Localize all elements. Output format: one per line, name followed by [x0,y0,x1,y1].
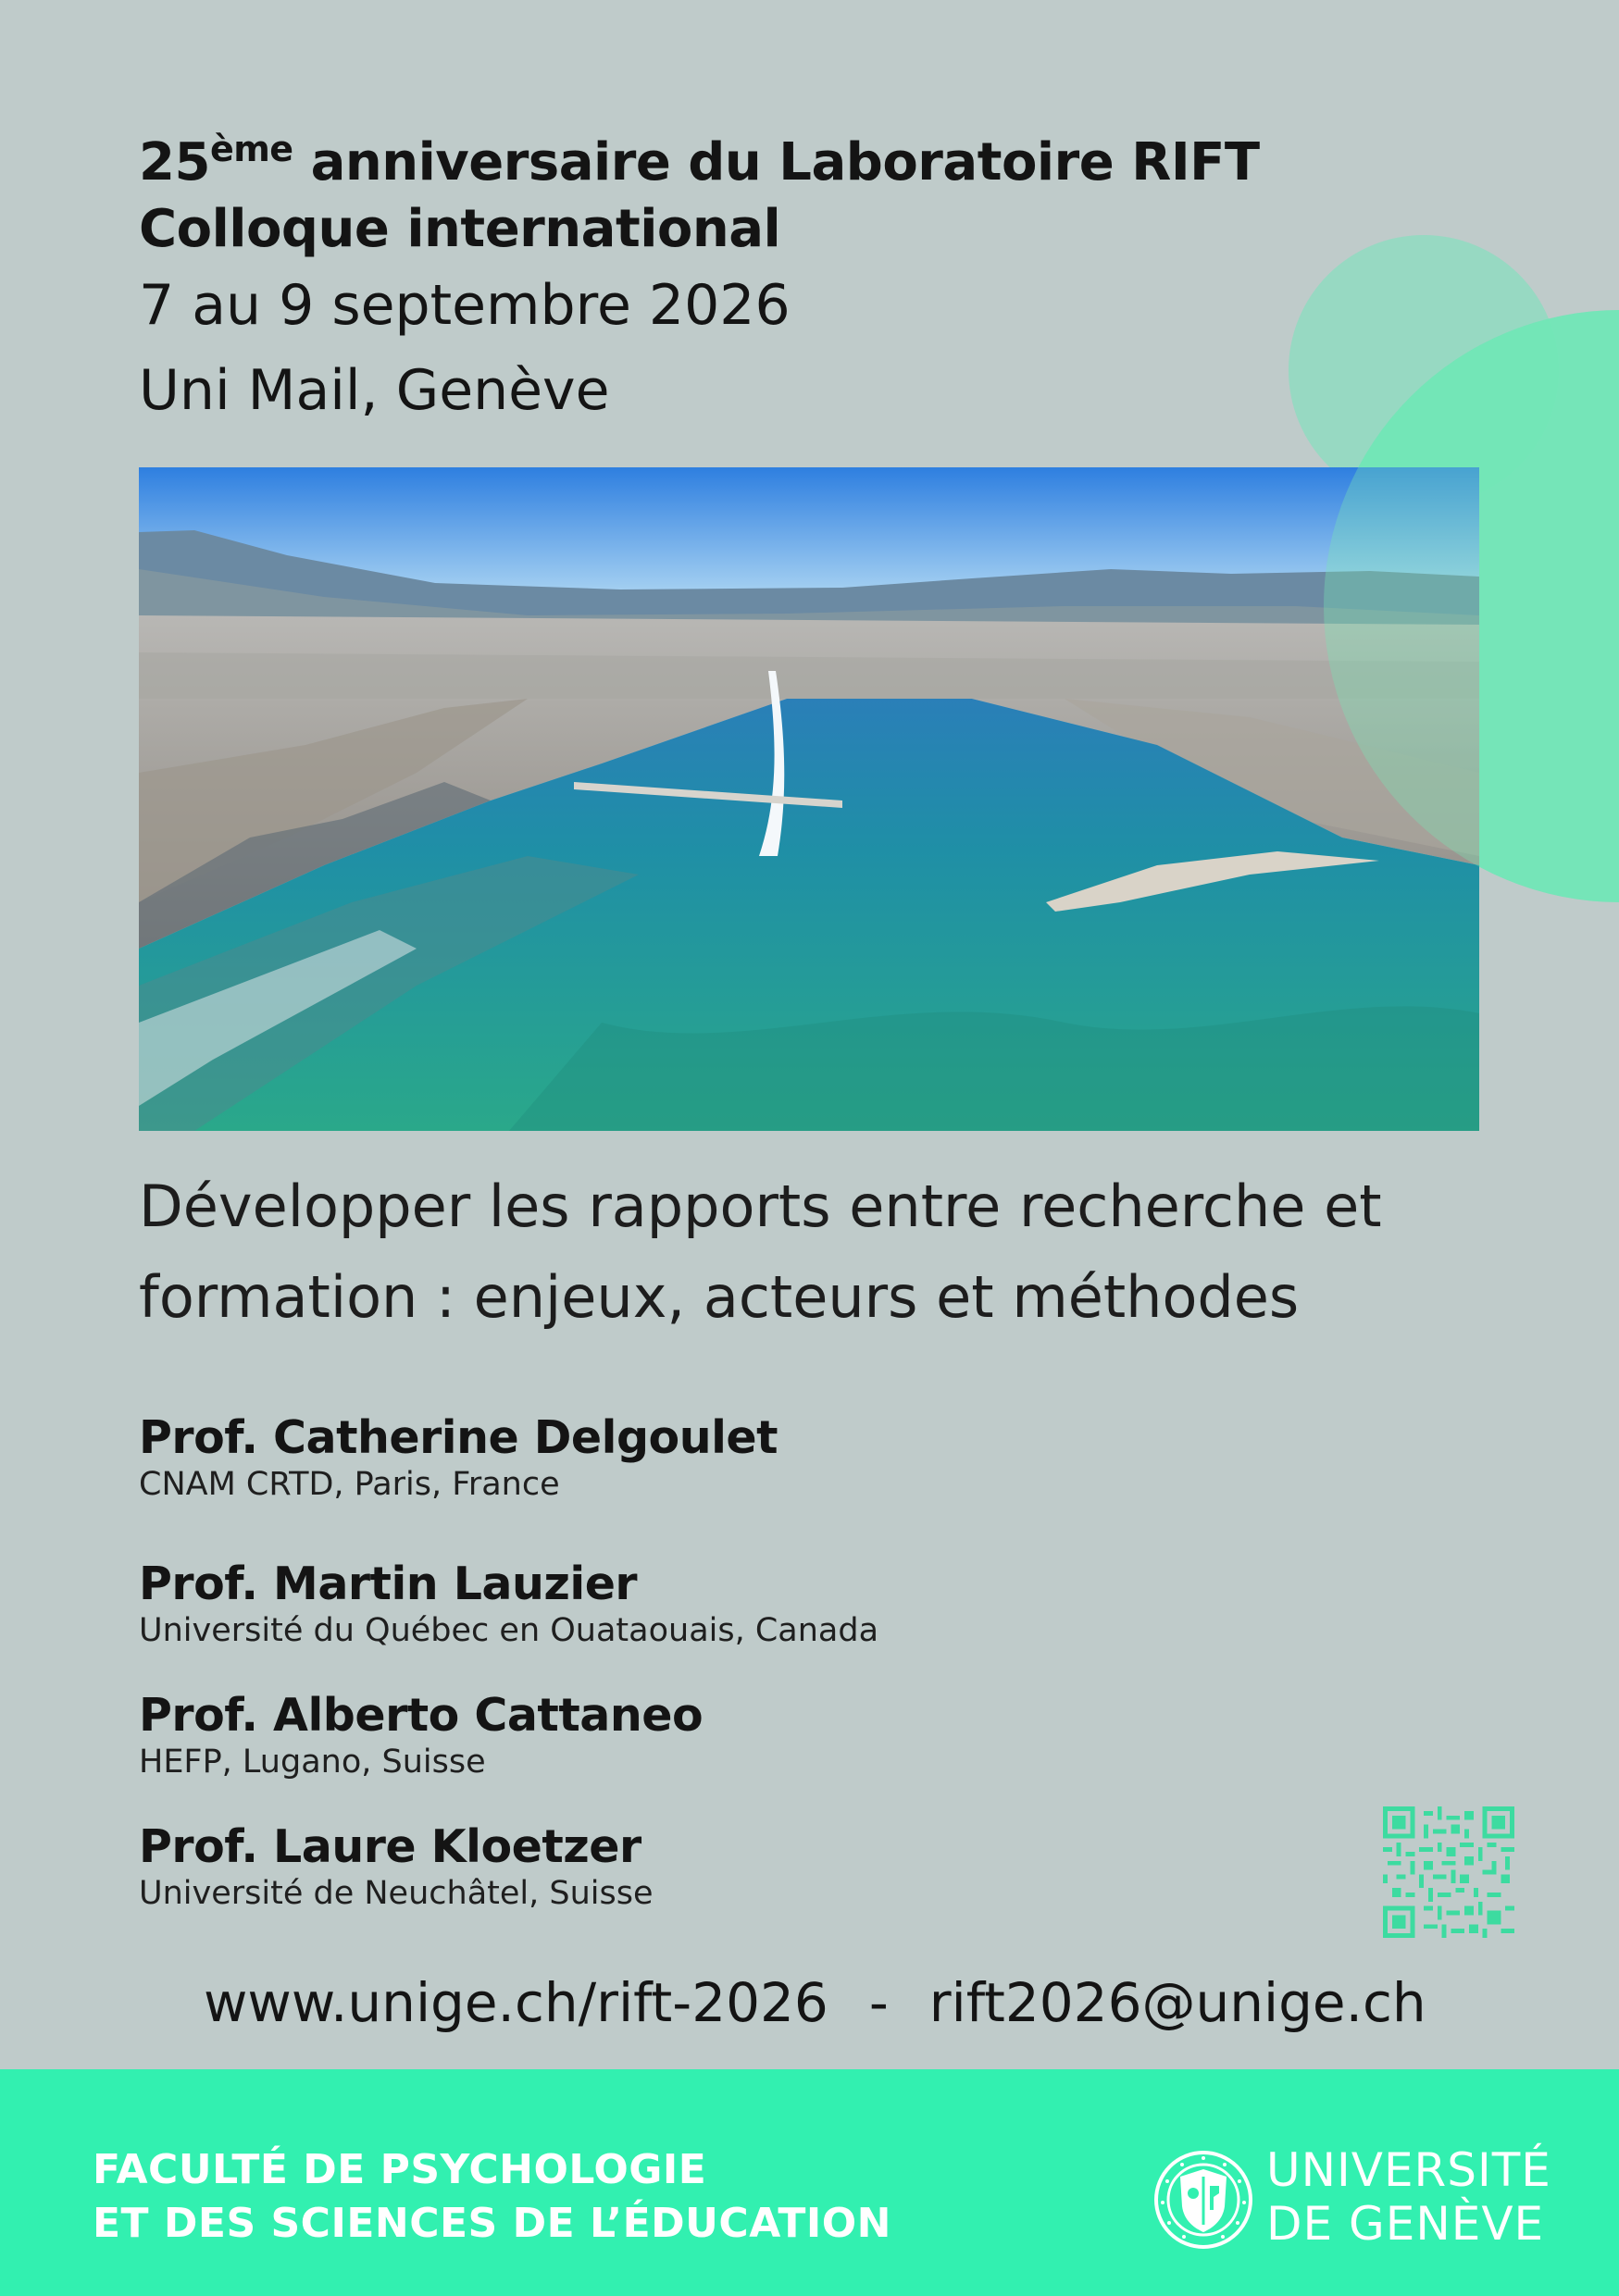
university-seal-icon [1152,2149,1254,2251]
event-subtitle: Colloque international [139,199,781,259]
speaker-affiliation: HEFP, Lugano, Suisse [139,1744,486,1781]
speaker-name: Prof. Laure Kloetzer [139,1820,641,1873]
contact-line [204,1966,1426,2040]
theme-line-1: Développer les rapports entre recherche et [139,1173,1382,1240]
anniversary-title-text: anniversaire du Laboratoire RIFT [293,132,1260,192]
qr-code[interactable] [1383,1806,1514,1938]
speaker-name: Prof. Catherine Delgoulet [139,1411,778,1464]
speaker-item [139,1558,878,1650]
speaker-name: Prof. Martin Lauzier [139,1558,638,1610]
university-name-line-2: DE GENÈVE [1266,2197,1545,2251]
speaker-affiliation: CNAM CRTD, Paris, France [139,1466,560,1503]
email-link[interactable]: rift2026@unige.ch [928,1971,1426,2034]
speaker-affiliation: Université du Québec en Ouataouais, Canada [139,1612,879,1649]
contact-separator: - [868,1971,889,2034]
university-logo-text [1266,2143,1551,2251]
speaker-item [139,1820,654,1913]
faculty-name-line-2: ET DES SCIENCES DE L’ÉDUCATION [93,2200,891,2247]
speaker-name: Prof. Alberto Cattaneo [139,1689,704,1742]
faculty-name [93,2143,891,2251]
speaker-item [139,1689,703,1781]
footer-band [0,2069,1619,2296]
university-name-line-1: UNIVERSITÉ [1266,2143,1551,2197]
geneva-lake-photo [139,467,1479,1131]
theme-line-2: formation : enjeux, acteurs et méthodes [139,1263,1300,1331]
anniversary-title [139,130,1260,196]
event-venue: Uni Mail, Genève [139,358,610,423]
anniversary-number: 25 [139,132,210,192]
colloquium-theme [139,1161,1481,1343]
speaker-affiliation: Université de Neuchâtel, Suisse [139,1875,654,1912]
speaker-item [139,1411,778,1504]
event-header [139,130,1260,433]
event-dates: 7 au 9 septembre 2026 [139,273,791,338]
faculty-name-line-1: FACULTÉ DE PSYCHOLOGIE [93,2146,707,2193]
website-link[interactable]: www.unige.ch/rift-2026 [204,1971,828,2034]
ordinal-suffix: ème [209,129,293,169]
